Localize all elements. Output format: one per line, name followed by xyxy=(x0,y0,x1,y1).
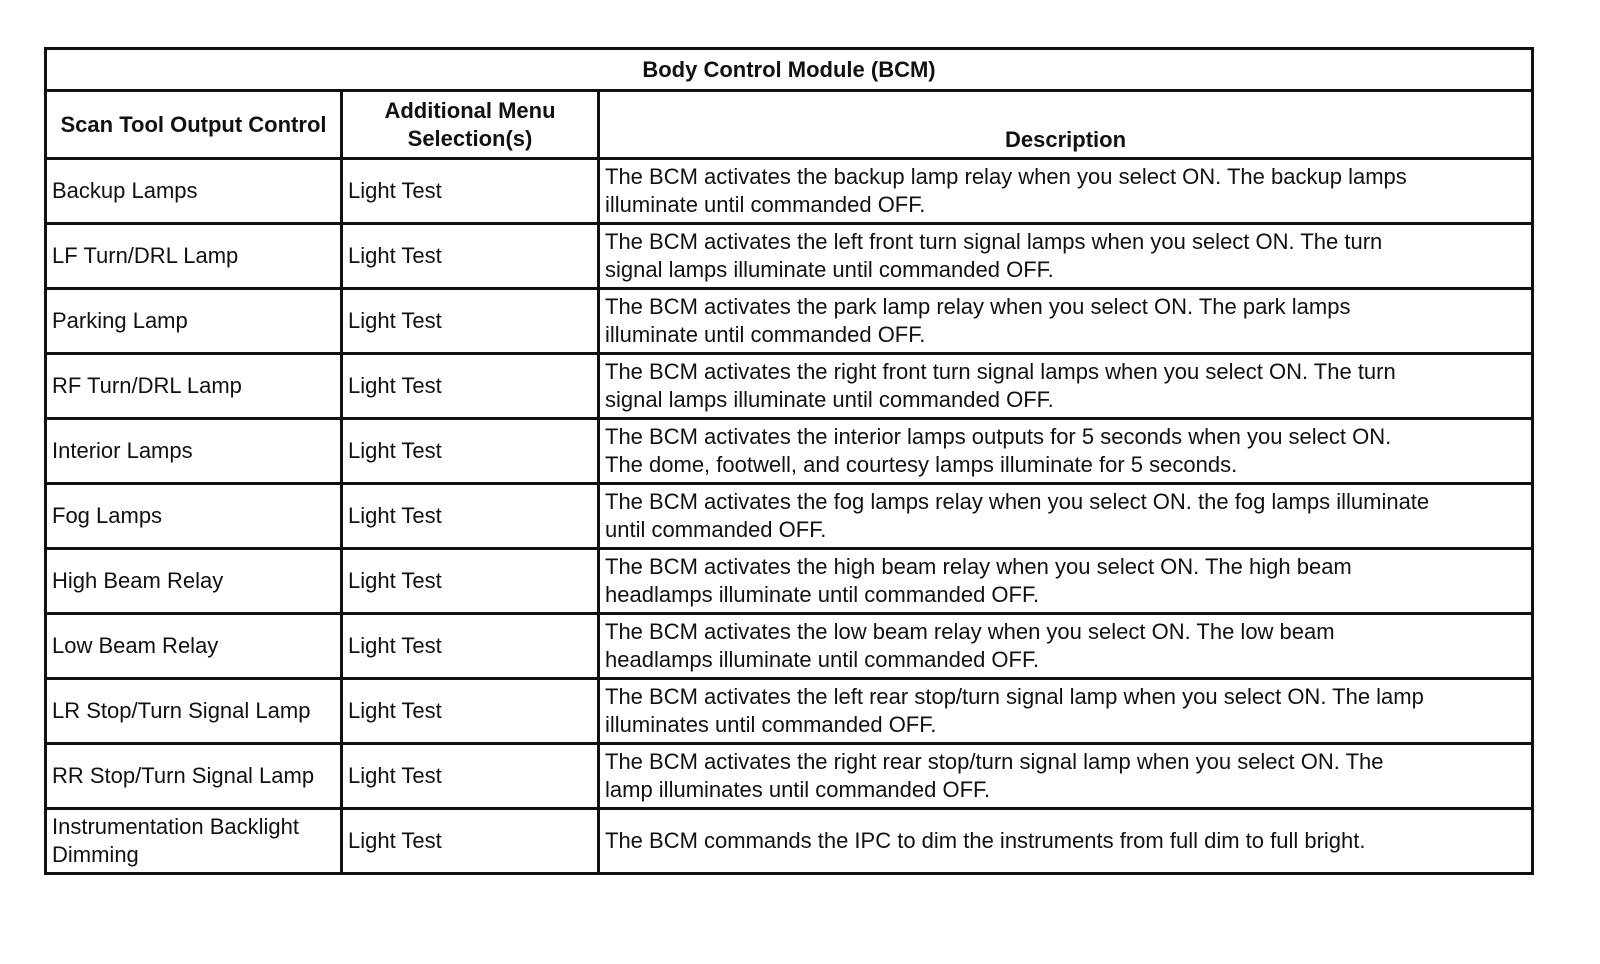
document-page xyxy=(44,47,1531,875)
description-line-1: The BCM activates the backup lamp relay when you select ON. The backup lamps xyxy=(605,164,1407,189)
cell-menu-selection: Light Test xyxy=(342,614,599,679)
cell-description xyxy=(599,419,1533,484)
cell-description xyxy=(599,679,1533,744)
cell-description xyxy=(599,289,1533,354)
table-header-row xyxy=(46,91,1533,159)
description-line-1: The BCM activates the low beam relay when you select ON. The low beam xyxy=(605,619,1335,644)
description-line-2: signal lamps illuminate until commanded OFF. xyxy=(605,387,1054,412)
description-line-1: The BCM activates the right rear stop/turn signal lamp when you select ON. The xyxy=(605,749,1384,774)
table-row xyxy=(46,484,1533,549)
description-line-2: headlamps illuminate until commanded OFF. xyxy=(605,582,1040,607)
cell-menu-selection: Light Test xyxy=(342,484,599,549)
table-row xyxy=(46,744,1533,809)
column-header-menu: Additional Menu Selection(s) xyxy=(342,91,599,159)
table-title-row xyxy=(46,49,1533,91)
bcm-output-control-table xyxy=(44,47,1534,875)
column-header-control: Scan Tool Output Control xyxy=(46,91,342,159)
cell-menu-selection: Light Test xyxy=(342,354,599,419)
cell-output-control: RR Stop/Turn Signal Lamp xyxy=(46,744,342,809)
cell-menu-selection: Light Test xyxy=(342,744,599,809)
cell-output-control: RF Turn/DRL Lamp xyxy=(46,354,342,419)
cell-menu-selection: Light Test xyxy=(342,289,599,354)
cell-output-control: Interior Lamps xyxy=(46,419,342,484)
description-line-2: signal lamps illuminate until commanded OFF. xyxy=(605,257,1054,282)
table-row xyxy=(46,159,1533,224)
table-row xyxy=(46,614,1533,679)
cell-output-control: Backup Lamps xyxy=(46,159,342,224)
table-row xyxy=(46,549,1533,614)
description-line-1: The BCM activates the high beam relay when you select ON. The high beam xyxy=(605,554,1352,579)
description-line-2: illuminate until commanded OFF. xyxy=(605,322,926,347)
cell-output-control: LF Turn/DRL Lamp xyxy=(46,224,342,289)
table-body xyxy=(46,159,1533,874)
cell-menu-selection: Light Test xyxy=(342,419,599,484)
description-line-1: The BCM activates the right front turn signal lamps when you select ON. The turn xyxy=(605,359,1396,384)
description-line-2: until commanded OFF. xyxy=(605,517,827,542)
cell-output-control: High Beam Relay xyxy=(46,549,342,614)
description-line-1: The BCM activates the interior lamps outputs for 5 seconds when you select ON. xyxy=(605,424,1392,449)
table-row xyxy=(46,419,1533,484)
cell-description xyxy=(599,354,1533,419)
cell-description xyxy=(599,484,1533,549)
table-row xyxy=(46,354,1533,419)
cell-menu-selection: Light Test xyxy=(342,224,599,289)
cell-menu-selection: Light Test xyxy=(342,809,599,874)
table-row xyxy=(46,224,1533,289)
description-line-1: The BCM activates the park lamp relay when you select ON. The park lamps xyxy=(605,294,1351,319)
cell-output-control: Parking Lamp xyxy=(46,289,342,354)
cell-description xyxy=(599,744,1533,809)
cell-output-control: Low Beam Relay xyxy=(46,614,342,679)
cell-menu-selection: Light Test xyxy=(342,159,599,224)
description-line-2: headlamps illuminate until commanded OFF. xyxy=(605,647,1040,672)
cell-description xyxy=(599,809,1533,874)
cell-menu-selection: Light Test xyxy=(342,549,599,614)
description-line-1: The BCM activates the left rear stop/turn signal lamp when you select ON. The lamp xyxy=(605,684,1424,709)
description-line-1: The BCM activates the fog lamps relay when you select ON. the fog lamps illuminate xyxy=(605,489,1430,514)
description-line-2: lamp illuminates until commanded OFF. xyxy=(605,777,991,802)
cell-output-control: Instrumentation Backlight Dimming xyxy=(46,809,342,874)
table-row xyxy=(46,679,1533,744)
description-line-2: The dome, footwell, and courtesy lamps illuminate for 5 seconds. xyxy=(605,452,1238,477)
cell-output-control: Fog Lamps xyxy=(46,484,342,549)
cell-output-control: LR Stop/Turn Signal Lamp xyxy=(46,679,342,744)
cell-description xyxy=(599,549,1533,614)
description-line-2: illuminate until commanded OFF. xyxy=(605,192,926,217)
cell-description xyxy=(599,224,1533,289)
table-row xyxy=(46,809,1533,874)
description-line-1: The BCM activates the left front turn signal lamps when you select ON. The turn xyxy=(605,229,1383,254)
table-row xyxy=(46,289,1533,354)
description-line-1: The BCM commands the IPC to dim the instruments from full dim to full bright. xyxy=(605,828,1366,853)
cell-description xyxy=(599,614,1533,679)
table-title: Body Control Module (BCM) xyxy=(46,49,1533,91)
column-header-description: Description xyxy=(599,91,1533,159)
description-line-2: illuminates until commanded OFF. xyxy=(605,712,937,737)
cell-menu-selection: Light Test xyxy=(342,679,599,744)
cell-description xyxy=(599,159,1533,224)
